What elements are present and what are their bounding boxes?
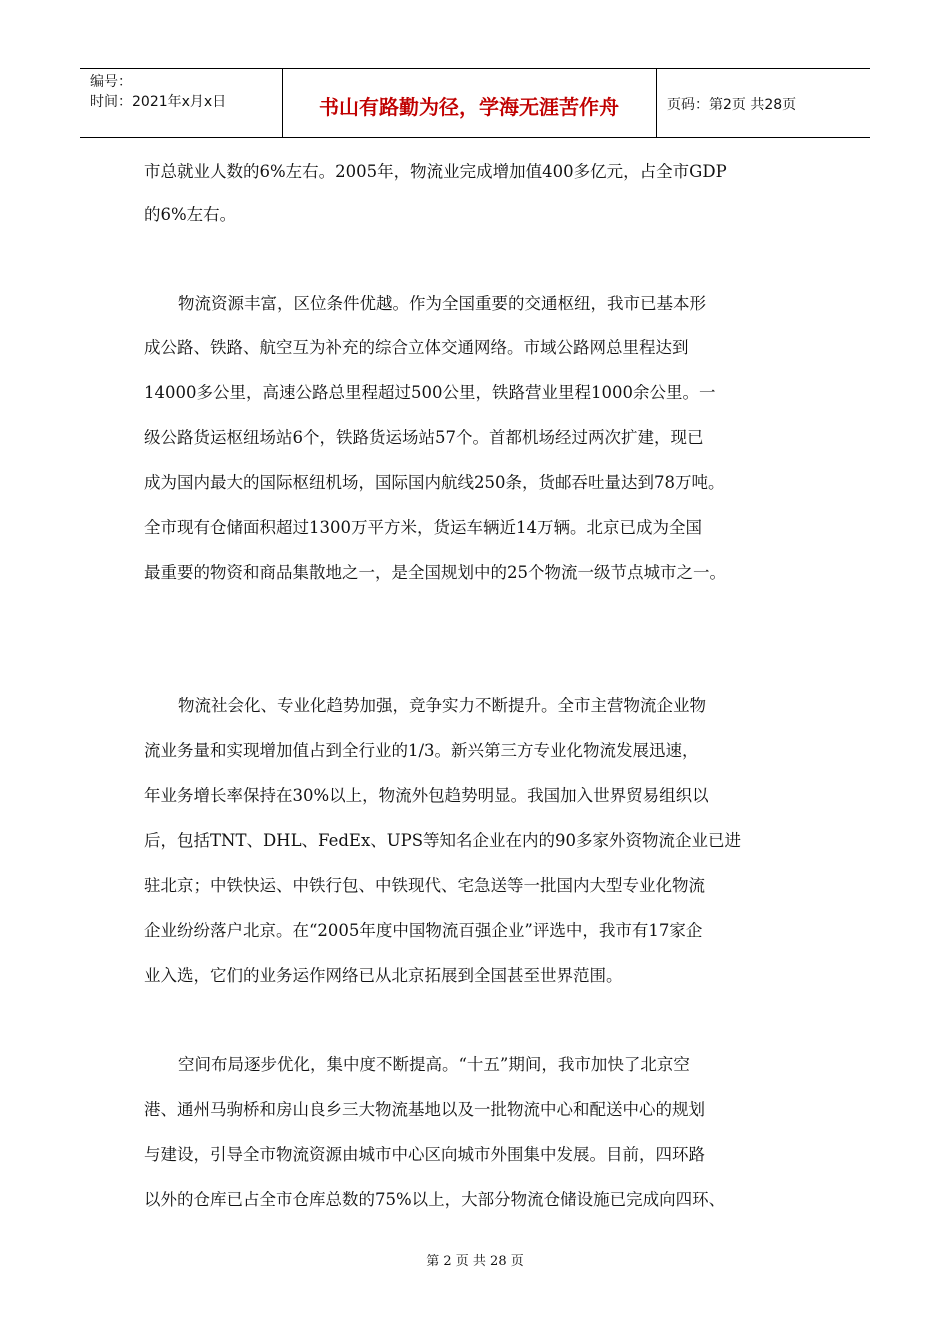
paragraph-line: 港、通州马驹桥和房山良乡三大物流基地以及一批物流中心和配送中心的规划 (144, 1100, 705, 1119)
header-motto: 书山有路勤为径，学海无涯苦作舟 (319, 95, 619, 119)
paragraph-line: 年业务增长率保持在30%以上，物流外包趋势明显。我国加入世界贸易组织以 (144, 786, 709, 805)
paragraph-line: 的6%左右。 (144, 205, 237, 224)
document-date-label: 时间：2021年x月x日 (90, 94, 227, 110)
paragraph-line: 全市现有仓储面积超过1300万平方米，货运车辆近14万辆。北京已成为全国 (144, 518, 702, 537)
paragraph-line: 物流资源丰富，区位条件优越。作为全国重要的交通枢纽，我市已基本形 (178, 294, 706, 313)
paragraph-line: 业入选，它们的业务运作网络已从北京拓展到全国甚至世界范围。 (144, 966, 623, 985)
paragraph-line: 与建设，引导全市物流资源由城市中心区向城市外围集中发展。目前，四环路 (144, 1145, 705, 1164)
header-info-cell (80, 69, 283, 137)
document-number-label: 编号： (90, 74, 132, 90)
paragraph-line: 企业纷纷落户北京。在“2005年度中国物流百强企业”评选中，我市有17家企 (144, 921, 703, 940)
paragraph-line: 后，包括TNT、DHL、FedEx、UPS等知名企业在内的90多家外资物流企业已进 (144, 831, 742, 850)
paragraph-line: 14000多公里，高速公路总里程超过500公里，铁路营业里程1000余公里。一 (144, 383, 716, 402)
paragraph-line: 空间布局逐步优化，集中度不断提高。“十五”期间，我市加快了北京空 (178, 1055, 690, 1074)
paragraph-line: 物流社会化、专业化趋势加强，竞争实力不断提升。全市主营物流企业物 (178, 696, 706, 715)
paragraph-line: 成为国内最大的国际枢纽机场，国际国内航线250条，货邮吞吐量达到78万吨。 (144, 473, 725, 492)
document-header (80, 68, 870, 138)
paragraph-line: 成公路、铁路、航空互为补充的综合立体交通网络。市域公路网总里程达到 (144, 338, 689, 357)
header-page-cell (657, 69, 870, 137)
header-motto-cell (282, 69, 657, 137)
paragraph-line: 以外的仓库已占全市仓库总数的75%以上，大部分物流仓储设施已完成向四环、 (144, 1190, 726, 1209)
paragraph-line: 级公路货运枢纽场站6个，铁路货运场站57个。首都机场经过两次扩建，现已 (144, 428, 704, 447)
page-footer: 第 2 页 共 28 页 (426, 1254, 524, 1269)
header-page-number: 页码：第2页 共28页 (667, 97, 797, 113)
paragraph-line: 市总就业人数的6%左右。2005年，物流业完成增加值400多亿元，占全市GDP (144, 162, 727, 181)
paragraph-line: 最重要的物资和商品集散地之一，是全国规划中的25个物流一级节点城市之一。 (144, 563, 726, 582)
paragraph-line: 驻北京；中铁快运、中铁行包、中铁现代、宅急送等一批国内大型专业化物流 (144, 876, 705, 895)
paragraph-line: 流业务量和实现增加值占到全行业的1/3。新兴第三方专业化物流发展迅速， (144, 741, 699, 760)
